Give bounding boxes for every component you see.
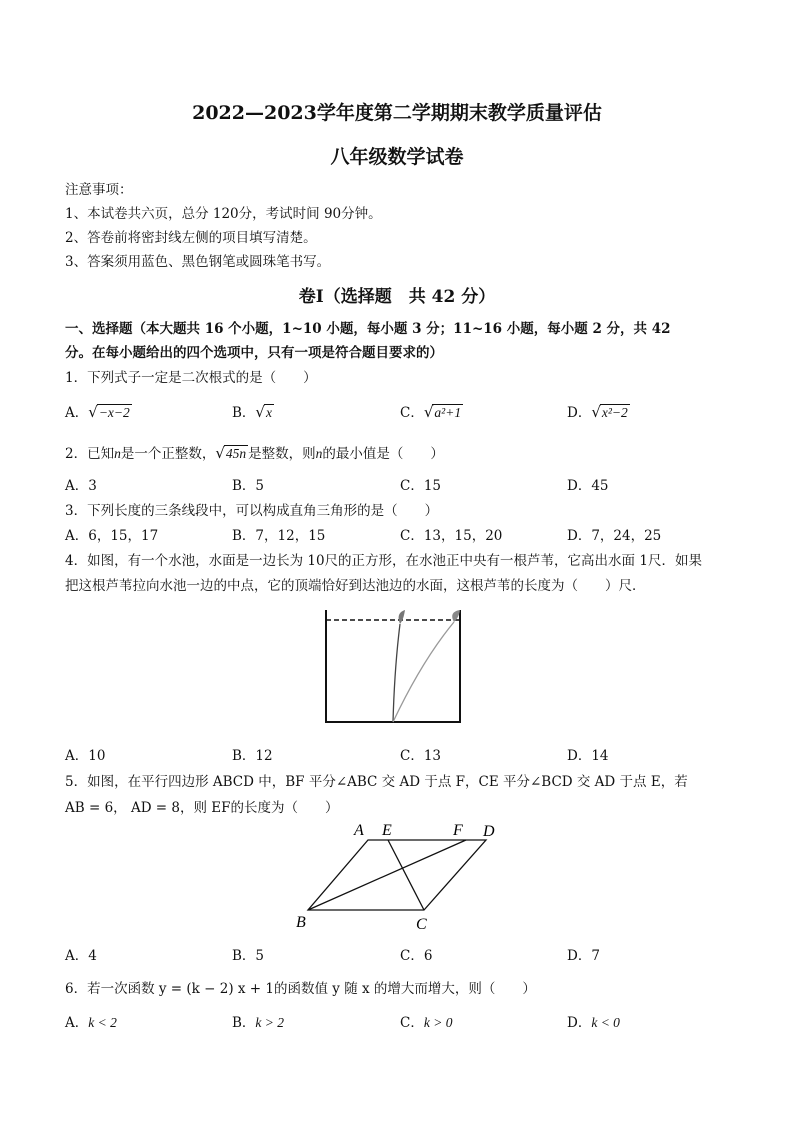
question-1-option-a: A．√−x−2 [65, 403, 130, 421]
question-3-option-b: B．7，12，15 [232, 528, 326, 544]
question-3-option-d: D．7，24，25 [567, 528, 662, 544]
question-1-option-c: C．√a²+1 [400, 403, 462, 421]
label-b: B [296, 914, 306, 931]
question-2-option-d: D．45 [567, 478, 609, 494]
exam-title: 2022—2023学年度第二学期期末教学质量评估 [192, 102, 602, 124]
reed-upright [393, 624, 400, 722]
label-e: E [382, 822, 392, 839]
pond-figure [320, 606, 470, 726]
question-5-option-d: D．7 [567, 948, 600, 964]
note-item: 2、答卷前将密封线左侧的项目填写清楚。 [65, 230, 317, 246]
question-5-option-a: A．4 [65, 948, 97, 964]
reed-pulled [393, 622, 454, 722]
exam-subtitle: 八年级数学试卷 [330, 146, 464, 168]
note-item: 3、答案须用蓝色、黑色钢笔或圆珠笔书写。 [65, 254, 331, 270]
parallelogram-figure [290, 816, 510, 936]
question-3-option-a: A．6，15，17 [65, 528, 159, 544]
note-item: 1、本试卷共六页，总分 120分，考试时间 90分钟。 [65, 206, 382, 222]
question-4-option-a: A．10 [65, 748, 106, 764]
question-2-option-a: A．3 [65, 478, 97, 494]
label-f: F [453, 822, 463, 839]
question-2-option-c: C．15 [400, 478, 442, 494]
label-a: A [354, 822, 364, 839]
question-4-option-b: B．12 [232, 748, 273, 764]
label-c: C [416, 916, 427, 933]
question-6-stem: 6．若一次函数 y = (k − 2) x + 1的函数值 y 随 x 的增大而增大，则（ ） [65, 981, 536, 997]
section-instructions: 分。在每小题给出的四个选项中，只有一项是符合题目要求的） [65, 345, 443, 361]
question-3-option-c: C．13，15，20 [400, 528, 503, 544]
question-4-option-d: D．14 [567, 748, 609, 764]
question-1-option-d: D．√x²−2 [567, 403, 628, 421]
section-instructions: 一、选择题（本大题共 16 个小题，1~10 小题，每小题 3 分；11~16 小题，每小题 2 分，共 42 [65, 321, 671, 337]
question-5-stem: AB = 6， AD = 8，则 EF的长度为（ ） [65, 800, 339, 816]
question-2-stem: 2．已知n是一个正整数，√45n 是整数，则n的最小值是（ ） [65, 444, 444, 462]
question-1-option-b: B．√x [232, 403, 272, 421]
segment-ce [388, 840, 424, 910]
notes-heading: 注意事项： [65, 182, 133, 198]
question-5-option-c: C．6 [400, 948, 433, 964]
question-6-option-c: C．k > 0 [400, 1015, 453, 1031]
reed-tuft [399, 610, 405, 624]
question-3-stem: 3．下列长度的三条线段中，可以构成直角三角形的是（ ） [65, 503, 439, 519]
label-d: D [483, 823, 495, 840]
question-1-stem: 1．下列式子一定是二次根式的是（ ） [65, 370, 317, 386]
question-5-option-b: B．5 [232, 948, 265, 964]
question-2-option-b: B．5 [232, 478, 265, 494]
question-6-option-a: A．k < 2 [65, 1015, 117, 1031]
question-4-stem: 4．如图，有一个水池，水面是一边长为 10尺的正方形，在水池正中央有一根芦苇，它高出水面 1尺．如果 [65, 553, 702, 569]
question-6-option-d: D．k < 0 [567, 1015, 620, 1031]
question-4-stem: 把这根芦苇拉向水池一边的中点，它的顶端恰好到达池边的水面，这根芦苇的长度为（ ）尺． [65, 578, 646, 594]
question-4-option-c: C．13 [400, 748, 442, 764]
parallelogram-abcd [308, 840, 486, 910]
section-title: 卷Ⅰ（选择题 共 42 分） [298, 287, 496, 307]
segment-bf [308, 840, 466, 910]
question-5-stem: 5．如图，在平行四边形 ABCD 中，BF 平分∠ABC 交 AD 于点 F，CE 平分∠BCD 交 AD 于点 E，若 [65, 774, 688, 790]
question-6-option-b: B．k > 2 [232, 1015, 285, 1031]
